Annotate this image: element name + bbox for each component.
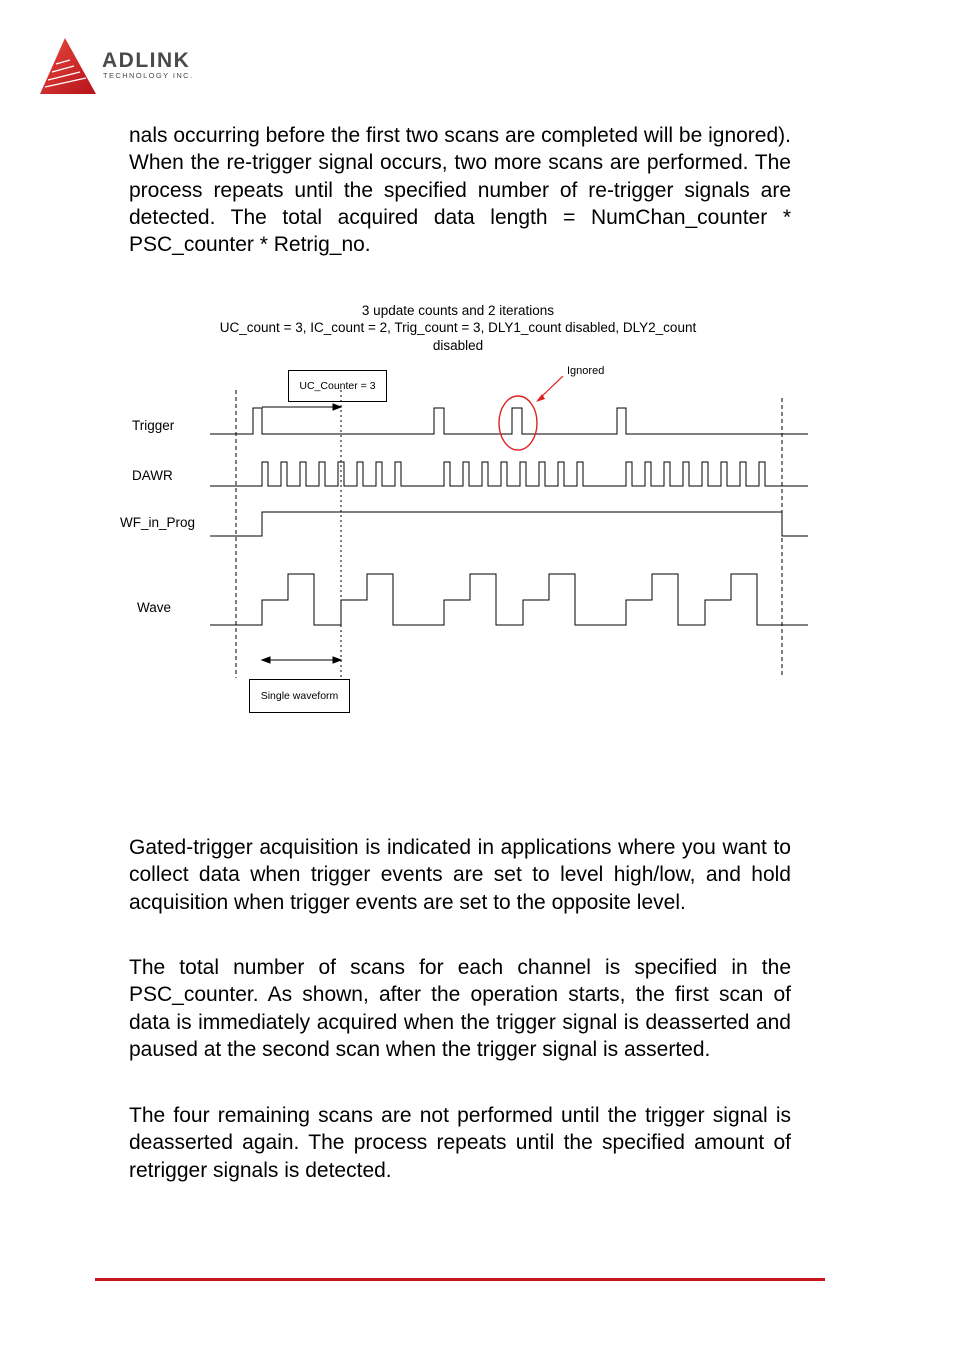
diagram-subtitle: UC_count = 3, IC_count = 2, Trig_count = 3, DLY1_count disabled, DLY2_count — [219, 320, 697, 335]
paragraph-remaining-scans: The four remaining scans are not performed until the trigger signal is deasserted again. The process repeats until the specified amount of retrigger signals is detected. — [129, 1104, 791, 1182]
signal-label-trigger: Trigger — [132, 418, 175, 433]
single-waveform-arrowhead-left — [262, 657, 270, 663]
dawr-signal — [210, 462, 808, 486]
paragraph-retrigger: nals occurring before the first two scans are completed will be ignored). When the re-trigger signal occurs, two more scans are performed. The process repeats until the specified number of re-trigger signals are detected. The total acquired data length = NumChan_counter * PSC_counter * Retrig_no. — [129, 124, 791, 257]
wave-signal — [210, 574, 808, 625]
signal-label-wave: Wave — [137, 600, 172, 615]
ignored-highlight-circle — [499, 396, 537, 450]
trigger-signal — [210, 408, 808, 434]
uc-counter-arrowhead — [333, 404, 341, 410]
diagram-subtitle-continued: disabled — [432, 338, 484, 353]
uc-counter-box: UC_Counter = 3 — [288, 370, 387, 402]
timing-diagram — [110, 298, 820, 718]
single-waveform-arrowhead-right — [333, 657, 341, 663]
signal-label-dawr: DAWR — [132, 468, 173, 483]
diagram-title: 3 update counts and 2 iterations — [361, 303, 555, 318]
paragraph-total-scans: The total number of scans for each channel is specified in the PSC_counter. As shown, after the operation starts, the first scan of data is immediately acquired when the trigger signal is deasserted and paused at the second scan when the trigger signal is asserted. — [129, 956, 791, 1061]
single-waveform-box: Single waveform — [249, 679, 350, 713]
footer-divider — [95, 1278, 825, 1281]
signal-label-wf-in-prog: WF_in_Prog — [120, 515, 196, 530]
ignored-label: Ignored — [567, 365, 605, 377]
wf-in-prog-signal — [210, 512, 808, 536]
brand-name: ADLINK — [102, 49, 191, 72]
brand-subtitle: TECHNOLOGY INC. — [103, 71, 194, 80]
paragraph-gated-trigger: Gated-trigger acquisition is indicated in applications where you want to collect data when trigger events are set to level high/low, and hold acquisition when trigger events are set to the opposite level. — [129, 836, 791, 914]
timing-waveforms — [110, 298, 820, 718]
